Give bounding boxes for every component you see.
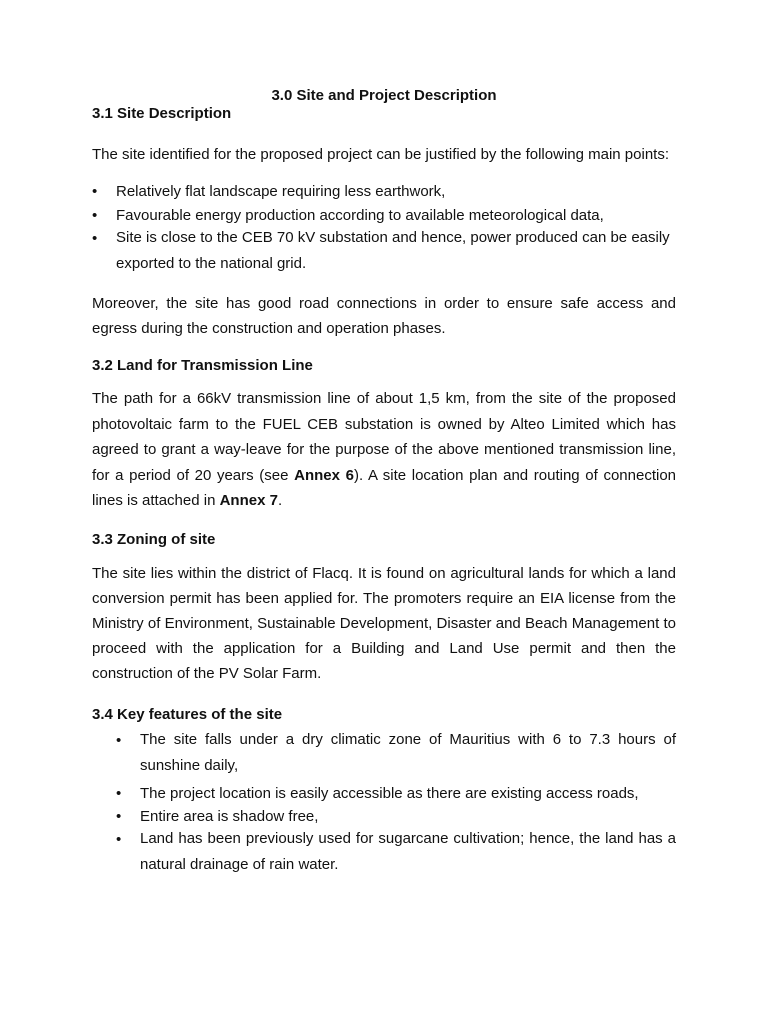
annex-7-reference: Annex 7: [219, 492, 278, 509]
section-3-4-bullet-1: The site falls under a dry climatic zone of Mauritius with 6 to 7.3 hours of sunshine daily,: [140, 731, 676, 774]
section-3-2-text-b: ). A site location plan and routing of connection lines is attached in: [92, 466, 676, 509]
section-3-1-heading: 3.1 Site Description: [92, 105, 232, 122]
bullet-marker: •: [116, 732, 122, 749]
section-3-1-bullet-2: Favourable energy production according to available meteorological data,: [116, 207, 604, 224]
bullet-marker: •: [92, 230, 98, 247]
annex-6-reference: Annex 6: [294, 466, 354, 484]
section-3-2-text-c: .: [277, 492, 283, 509]
section-3-2-paragraph: [92, 386, 676, 514]
bullet-marker: •: [116, 831, 122, 848]
bullet-marker: •: [92, 183, 98, 200]
section-3-4-bullet-3: Entire area is shadow free,: [140, 808, 319, 825]
section-3-2-heading: 3.2 Land for Transmission Line: [92, 357, 313, 374]
section-3-2-text-a: The path for a 66kV transmission line of about 1,5 km, from the site of the proposed photovoltaic farm to the FUEL CEB substation is owned by Alteo Limited which has agreed to grant a way-leave for the purpose of the above mentioned transmission line, for a period of 20 years (see: [92, 390, 676, 484]
section-3-1-bullet-3: Site is close to the CEB 70 kV substation and hence, power produced can be easily exported to the national grid.: [116, 229, 670, 272]
page-title: 3.0 Site and Project Description: [271, 87, 497, 104]
bullet-marker: •: [116, 808, 122, 825]
section-3-3-heading: 3.3 Zoning of site: [92, 531, 216, 548]
section-3-3-paragraph: The site lies within the district of Flacq. It is found on agricultural lands for which a land conversion permit has been applied for. The promoters require an EIA license from the Ministry of Environment, Sustainable Development, Disaster and Beach Management to proceed with the application for a Building and Land Use permit and then the construction of the PV Solar Farm.: [92, 565, 676, 682]
section-3-4-bullet-4: Land has been previously used for sugarcane cultivation; hence, the land has a natural drainage of rain water.: [140, 830, 676, 873]
section-3-4-heading: 3.4 Key features of the site: [92, 706, 283, 723]
bullet-marker: •: [92, 207, 98, 224]
section-3-1-bullet-1: Relatively flat landscape requiring less earthwork,: [116, 183, 446, 200]
section-3-1-intro: The site identified for the proposed project can be justified by the following main points:: [92, 146, 670, 163]
section-3-4-bullet-2: The project location is easily accessible as there are existing access roads,: [140, 785, 639, 802]
section-3-1-paragraph: Moreover, the site has good road connections in order to ensure safe access and egress during the construction and operation phases.: [92, 295, 676, 337]
bullet-marker: •: [116, 785, 122, 802]
